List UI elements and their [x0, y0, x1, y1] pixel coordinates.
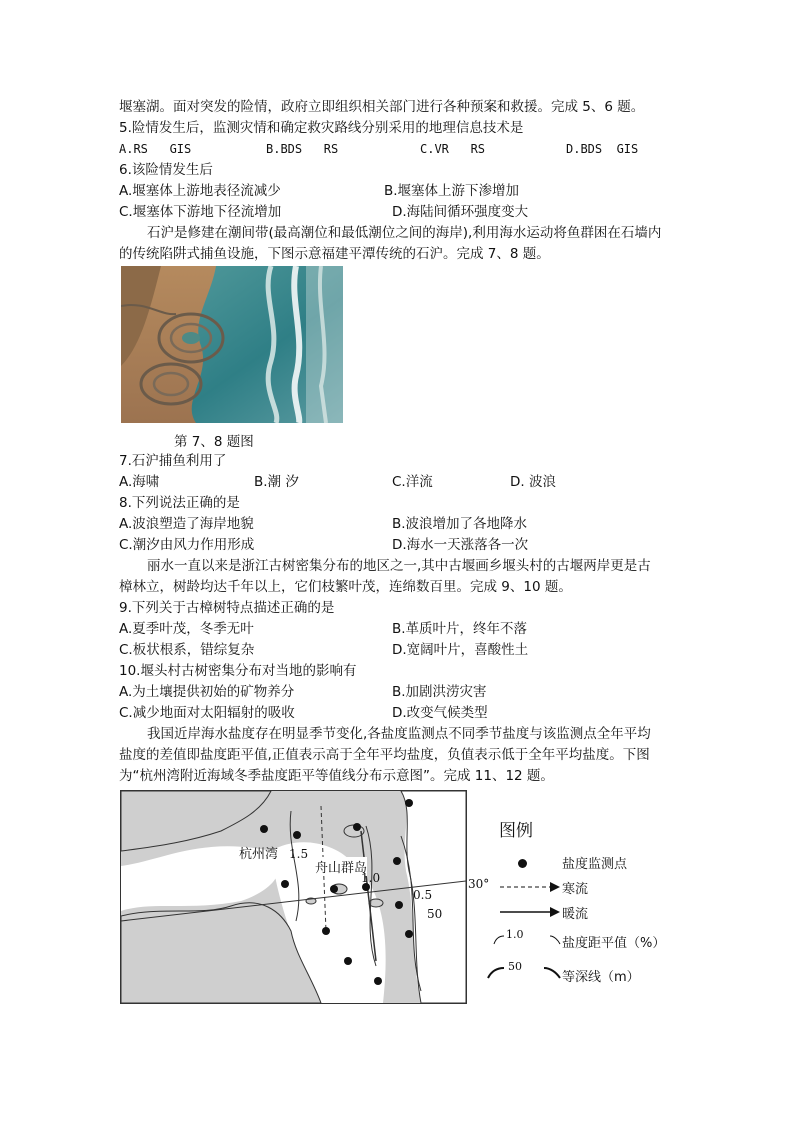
- option-8c: C.潮汐由风力作用形成: [119, 537, 255, 553]
- latitude-label: 30°: [468, 877, 490, 891]
- option-10d: D.改变气候类型: [392, 705, 488, 721]
- legend-warm-label: 暖流: [562, 907, 589, 922]
- legend-cold-label: 寒流: [562, 882, 589, 897]
- option-5b: B.BDS RS: [266, 142, 339, 156]
- option-10b: B.加剧洪涝灾害: [392, 684, 487, 700]
- station-dot-icon: [518, 859, 527, 868]
- option-10a: A.为土壤提供初始的矿物养分: [119, 684, 295, 700]
- option-8d: D.海水一天涨落各一次: [392, 537, 529, 553]
- option-6d: D.海陆间循环强度变大: [392, 204, 529, 220]
- bay-label: 杭州湾: [239, 847, 279, 862]
- question-7: 7.石沪捕鱼利用了: [119, 453, 227, 469]
- legend-depth-value: 50: [508, 960, 522, 973]
- legend-iso-label: 盐度距平值（%）: [562, 936, 666, 951]
- passage-line: 丽水一直以来是浙江古树密集分布的地区之一,其中古堰画乡堰头村的古堰两岸更是古: [147, 558, 651, 574]
- passage-line: 盐度的差值即盐度距平值,正值表示高于全年平均盐度，负值表示低于全年平均盐度。下图: [119, 747, 650, 763]
- option-6b: B.堰塞体上游下渗增加: [384, 183, 520, 199]
- passage-line: 的传统陷阱式捕鱼设施，下图示意福建平潭传统的石沪。完成 7、8 题。: [119, 246, 550, 262]
- question-6: 6.该险情发生后: [119, 162, 213, 178]
- legend-station-label: 盐度监测点: [562, 857, 628, 872]
- question-10: 10.堰头村古树密集分布对当地的影响有: [119, 663, 357, 679]
- passage-line: 樟林立，树龄均达千年以上，它们枝繁叶茂，连绵数百里。完成 9、10 题。: [119, 579, 572, 595]
- isoline-label: 0.5: [413, 888, 433, 902]
- question-5: 5.险情发生后，监测灾情和确定救灾路线分别采用的地理信息技术是: [119, 120, 524, 136]
- passage-line: 为“杭州湾附近海域冬季盐度距平等值线分布示意图”。完成 11、12 题。: [119, 768, 554, 784]
- legend-depth-label: 等深线（m）: [562, 970, 640, 985]
- option-7a: A.海啸: [119, 474, 160, 490]
- isoline-icon: [492, 926, 562, 950]
- option-9d: D.宽阔叶片，喜酸性土: [392, 642, 529, 658]
- warm-current-icon: [498, 905, 562, 919]
- option-5c: C.VR RS: [420, 142, 486, 156]
- depth-label: 50: [427, 907, 443, 921]
- question-8: 8.下列说法正确的是: [119, 495, 240, 511]
- option-7c: C.洋流: [392, 474, 433, 490]
- option-7d: D. 波浪: [510, 474, 556, 490]
- depth-line-icon: [486, 958, 562, 984]
- option-8a: A.波浪塑造了海岸地貌: [119, 516, 254, 532]
- option-10c: C.减少地面对太阳辐射的吸收: [119, 705, 295, 721]
- option-9c: C.板状根系，错综复杂: [119, 642, 255, 658]
- option-6c: C.堰塞体下游地下径流增加: [119, 204, 282, 220]
- legend-title: 图例: [499, 821, 533, 841]
- option-5d: D.BDS GIS: [566, 142, 639, 156]
- question-9: 9.下列关于古樟树特点描述正确的是: [119, 600, 335, 616]
- passage-line: 我国近岸海水盐度存在明显季节变化,各盐度监测点不同季节盐度与该监测点全年平均: [147, 726, 651, 742]
- passage-line: 堰塞湖。面对突发的险情，政府立即组织相关部门进行各种预案和救援。完成 5、6 题。: [119, 99, 645, 115]
- option-7b: B.潮 汐: [254, 474, 299, 490]
- option-5a: A.RS GIS: [119, 142, 192, 156]
- salinity-map: [120, 790, 467, 1004]
- option-8b: B.波浪增加了各地降水: [392, 516, 528, 532]
- passage-line: 石沪是修建在潮间带(最高潮位和最低潮位之间的海岸),利用海水运动将鱼群困在石墙内: [147, 225, 662, 241]
- map-legend: [470, 790, 670, 1005]
- option-9a: A.夏季叶茂，冬季无叶: [119, 621, 254, 637]
- option-9b: B.革质叶片，终年不落: [392, 621, 528, 637]
- isoline-label: 1.5: [289, 847, 309, 861]
- legend-iso-value: 1.0: [506, 928, 524, 941]
- cold-current-icon: [498, 880, 562, 894]
- isoline-label: 1.0: [361, 871, 381, 885]
- figure-caption: 第 7、8 题图: [174, 434, 254, 450]
- option-6a: A.堰塞体上游地表径流减少: [119, 183, 281, 199]
- stone-weir-photo: [121, 266, 343, 423]
- islands-label: 舟山群岛: [315, 857, 367, 876]
